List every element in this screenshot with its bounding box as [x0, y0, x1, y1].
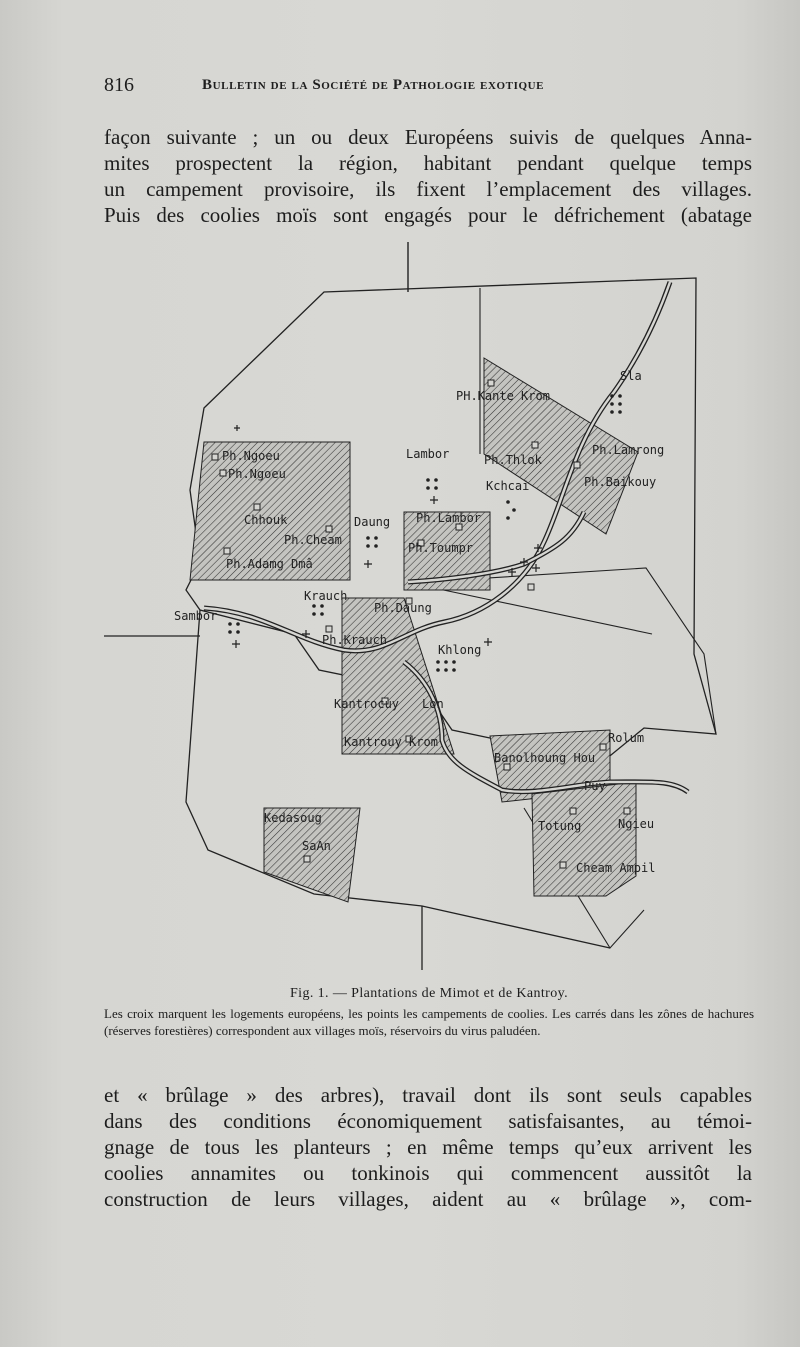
label-ph-lamrong: Ph.Lamrong [592, 443, 665, 457]
label-cheam-ampil: Cheam Ampil [576, 861, 656, 875]
journal-title: Bulletin de la Société de Pathologie exotique [202, 77, 545, 93]
label-ph-toumpr: Ph.Toumpr [408, 541, 474, 555]
figure-title: Fig. 1. — Plantations de Mimot et de Kantroy. [289, 986, 568, 1001]
label-puy: Puy [584, 779, 606, 793]
running-head [104, 74, 754, 102]
label-ph-krauch: Ph.Krauch [322, 633, 388, 647]
label-ph-ngoeu-1: Ph.Ngoeu [222, 449, 280, 463]
label-lambor: Lambor [406, 447, 450, 461]
forest-reserve-totung [532, 782, 636, 896]
label-daung: Daung [354, 515, 391, 529]
label-ph-adamg-dma: Ph.Adamg Dmâ [226, 557, 313, 571]
label-ph-ngoeu-2: Ph.Ngoeu [228, 467, 286, 481]
inner-boundary-3 [434, 588, 652, 634]
text-line: mites prospectent la région, habitant pendant quelque temps [104, 151, 752, 175]
paragraph-bottom [104, 1082, 752, 1212]
text-line: dans des conditions économiquement satisfaisantes, au témoi- [104, 1109, 752, 1133]
label-ph-daung: Ph.Daung [374, 601, 432, 615]
label-kantrouy-krom: Kantrouy Krom [344, 735, 438, 749]
label-ph-thlok: Ph.Thlok [484, 453, 542, 467]
label-sambor: Sambor [174, 609, 218, 623]
text-line: façon suivante ; un ou deux Européens suivis de quelques Anna- [104, 125, 752, 149]
plantation-map [104, 242, 760, 972]
label-ngieu: Ngieu [618, 817, 655, 831]
label-banolhoung-hou: Banolhoung Hou [494, 751, 596, 765]
label-kedasoug: Kedasoug [264, 811, 322, 825]
label-lon: Lon [422, 697, 444, 711]
figure-description: Les croix marquent les logements européens, les points les campements de coolies. Les carrés dans les zônes de hachures (réserves forestières) correspondent aux villages moïs, réservoirs du virus paludéen. [104, 1006, 754, 1038]
label-sla: Sla [620, 369, 642, 383]
label-chhouk: Chhouk [244, 513, 288, 527]
label-totung: Totung [538, 819, 582, 833]
paragraph-top [104, 124, 752, 228]
page-number: 816 [104, 74, 134, 96]
text-line: construction de leurs villages, aident au « brûlage », com- [104, 1187, 752, 1211]
text-line: coolies annamites ou tonkinois qui commencent aussitôt la [104, 1161, 752, 1185]
text-line: Puis des coolies moïs sont engagés pour le défrichement (abatage [104, 203, 752, 227]
label-khlong: Khlong [438, 643, 482, 657]
label-ph-cheam: Ph.Cheam [284, 533, 342, 547]
label-ph-baikouy: Ph.Baikouy [584, 475, 657, 489]
label-ph-kante-krom: PH.Kante Krom [456, 389, 550, 403]
text-line: et « brûlage » des arbres), travail dont ils sont seuls capables [104, 1083, 752, 1107]
label-saan: SaAn [302, 839, 331, 853]
label-kantrocuy: Kantrocuy [334, 697, 400, 711]
label-ph-lambor: Ph.Lambor [416, 511, 482, 525]
figure-caption [104, 985, 754, 1039]
label-krauch: Krauch [304, 589, 348, 603]
label-rolum: Rolum [608, 731, 645, 745]
text-line: gnage de tous les planteurs ; en même temps qu’eux arrivent les [104, 1135, 752, 1159]
label-kchcai: Kchcai [486, 479, 530, 493]
text-line: un campement provisoire, ils fixent l’emplacement des villages. [104, 177, 752, 201]
